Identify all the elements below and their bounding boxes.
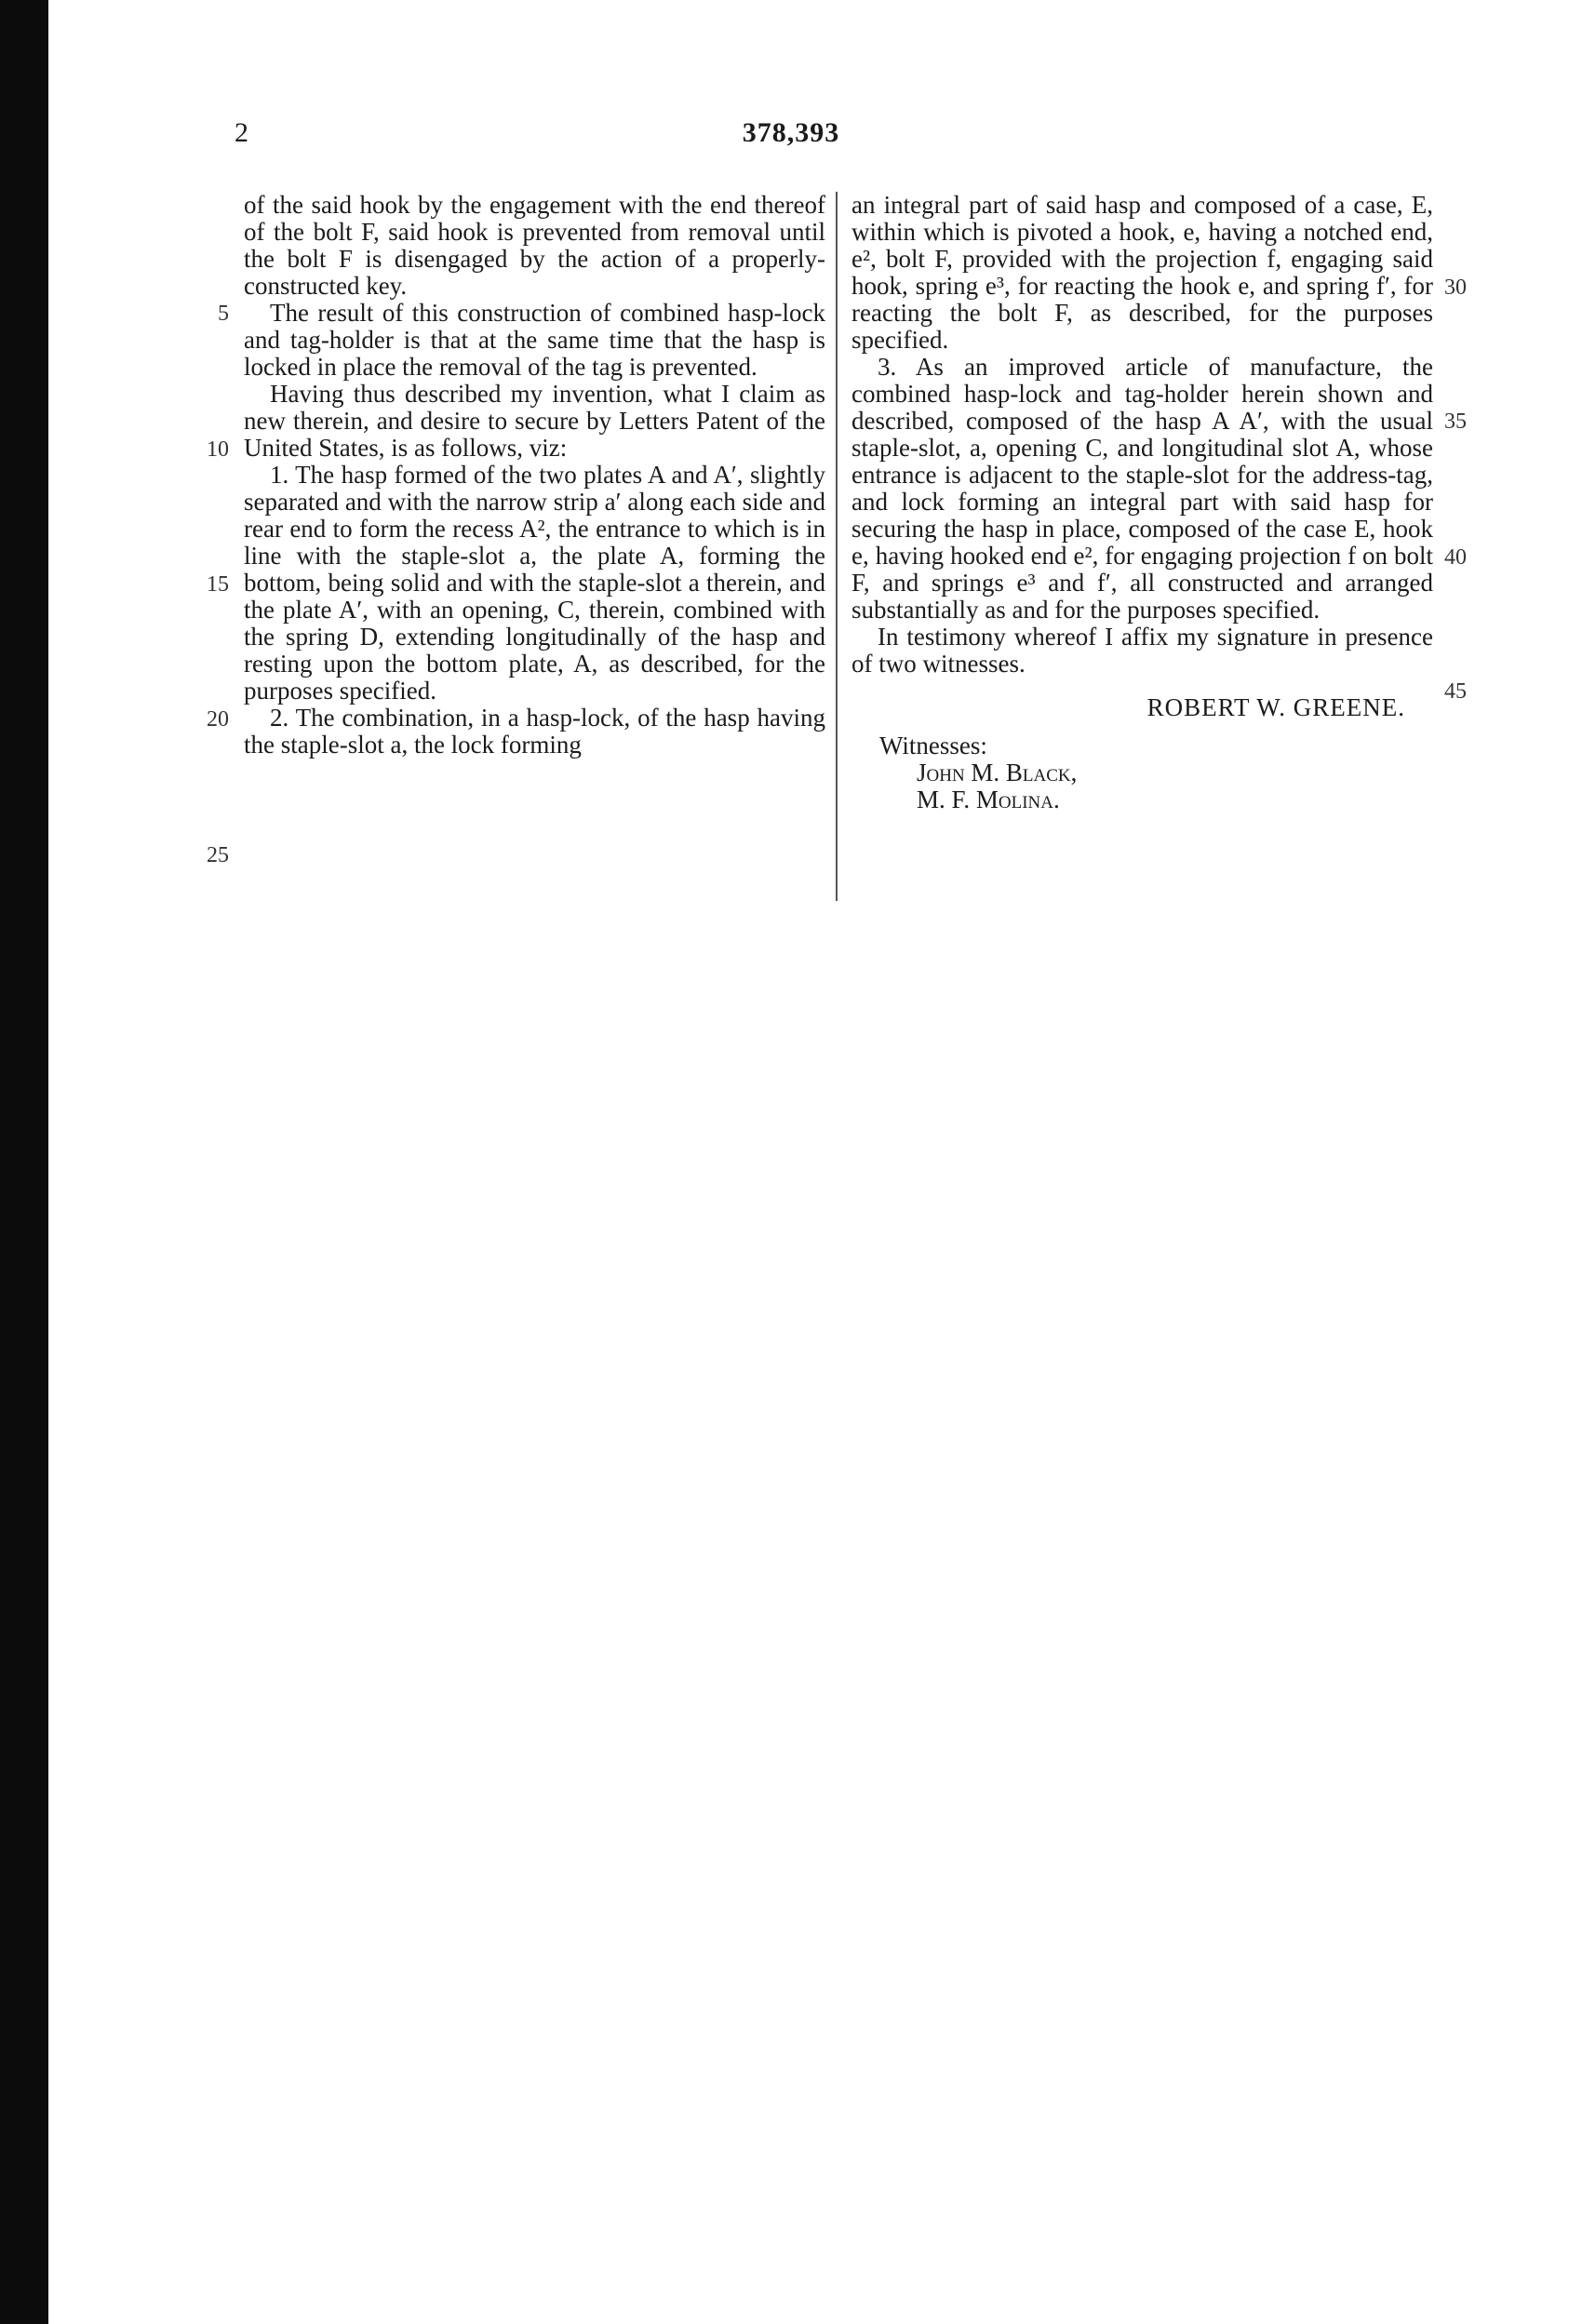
witnesses-label: Witnesses: bbox=[879, 732, 987, 759]
line-number: 10 bbox=[207, 437, 229, 462]
signature: ROBERT W. GREENE. bbox=[1146, 693, 1405, 721]
claim-2: 2. The combination, in a hasp-lock, of the hasp having the staple-slot a, the lock forming bbox=[244, 704, 825, 759]
witness-name: John M. Black, bbox=[917, 759, 1078, 786]
paragraph: The result of this construction of combined hasp-lock and tag-holder is that at the same time that the hasp is locked in place the removal of the tag is prevented. bbox=[244, 299, 825, 381]
line-number: 20 bbox=[207, 707, 229, 732]
column-divider bbox=[836, 192, 838, 901]
claim-1: 1. The hasp formed of the two plates A and A′, slightly separated and with the narrow strip a′ along each side and rear end to form the recess A², the entrance to which is in line with the staple-slot a, the plate A, forming the bottom, being solid and with the staple-slot a therein, and the plate A′, with an opening, C, therein, combined with the spring D, extending longitudinally of the hasp and resting upon the bottom plate, A, as described, for the purposes specified. bbox=[244, 461, 825, 705]
claim-3: 3. As an improved article of manufacture, the combined hasp-lock and tag-holder herein shown and described, composed of the hasp A A′, with the usual staple-slot, a, opening C, and longitudinal slot A, whose entrance is adjacent to the staple-slot for the address-tag, and lock forming an integral part with said hasp for securing the hasp in place, composed of the case E, hook e, having hooked end e², for engaging projection f on bolt F, and springs e³ and f′, all constructed and arranged substantially as and for the purposes specified. bbox=[851, 353, 1433, 624]
scan-edge bbox=[0, 0, 48, 2324]
right-column bbox=[851, 192, 1433, 813]
line-number: 15 bbox=[207, 572, 229, 597]
line-number: 25 bbox=[207, 843, 229, 867]
line-number: 40 bbox=[1444, 545, 1467, 570]
patent-number: 378,393 bbox=[742, 117, 840, 148]
paragraph: an integral part of said hasp and composed of a case, E, within which is pivoted a hook, e, having a notched end, e², bolt F, provided with the projection f, engaging said hook, spring e³, for reacting the hook e, and spring f′, for reacting the bolt F, as described, for the purposes specified. bbox=[851, 191, 1433, 354]
paragraph: of the said hook by the engagement with the end thereof of the bolt F, said hook is prevented from removal until the bolt F is disengaged by the action of a properly-constructed key. bbox=[244, 191, 825, 300]
witness-name: M. F. Molina. bbox=[917, 786, 1060, 813]
paragraph: Having thus described my invention, what I claim as new therein, and desire to secure by Letters Patent of the United States, is as follows, viz: bbox=[244, 380, 825, 462]
testimony: In testimony whereof I affix my signature in presence of two witnesses. bbox=[851, 623, 1433, 678]
line-number: 45 bbox=[1444, 679, 1467, 704]
line-number: 30 bbox=[1444, 275, 1467, 300]
line-number: 35 bbox=[1444, 410, 1467, 434]
page-number: 2 bbox=[235, 117, 248, 148]
line-number: 5 bbox=[218, 302, 229, 326]
page-header bbox=[0, 117, 1582, 154]
left-column bbox=[244, 192, 825, 759]
